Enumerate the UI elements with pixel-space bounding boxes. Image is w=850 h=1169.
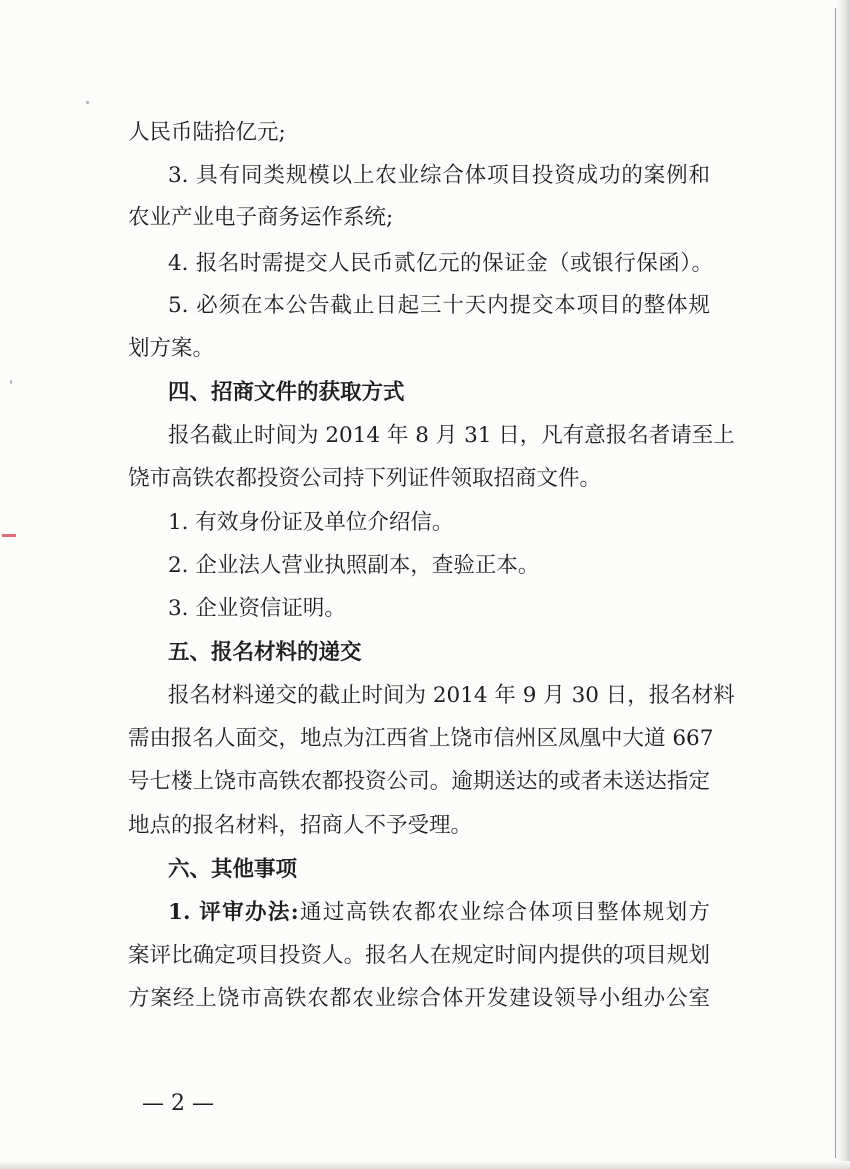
- paragraph-line: 案评比确定项目投资人。报名人在规定时间内提供的项目规划: [128, 943, 710, 968]
- page-number: — 2 —: [142, 1091, 214, 1116]
- text-line: 地点的报名材料，招商人不予受理。: [128, 813, 473, 838]
- section-heading-5: 五、报名材料的递交: [168, 640, 362, 665]
- section-heading-6: 六、其他事项: [168, 857, 298, 882]
- review-method-text: 通过高铁农都农业综合体项目整体规划方: [298, 900, 710, 925]
- paragraph-line: 报名截止时间为 2014 年 8 月 31 日，凡有意报名者请至上: [168, 423, 735, 448]
- paragraph-line: 报名材料递交的截止时间为 2014 年 9 月 30 日，报名材料: [168, 683, 735, 708]
- scan-speck: [86, 101, 89, 104]
- text-line: 人民币陆拾亿元;: [128, 120, 286, 145]
- list-item-4: 4. 报名时需提交人民币贰亿元的保证金（或银行保函）。: [168, 251, 713, 276]
- red-scan-mark: [2, 534, 16, 537]
- paragraph-line: 号七楼上饶市高铁农都投资公司。逾期送达的或者未送达指定: [128, 769, 710, 794]
- list-item-2: 2. 企业法人营业执照副本，查验正本。: [168, 553, 540, 578]
- scan-speck: [10, 380, 12, 384]
- list-item-5: 5. 必须在本公告截止日起三十天内提交本项目的整体规: [168, 293, 710, 318]
- scan-edge-right: [836, 0, 850, 1169]
- text-line: 饶市高铁农都投资公司持下列证件领取招商文件。: [128, 466, 602, 491]
- list-item-3: 3. 具有同类规模以上农业综合体项目投资成功的案例和: [168, 163, 710, 188]
- paragraph-line: 方案经上饶市高铁农都农业综合体开发建设领导小组办公室: [128, 986, 710, 1011]
- text-line: 农业产业电子商务运作系统;: [128, 205, 394, 230]
- scan-edge-bottom: [0, 1161, 850, 1169]
- paragraph-line: 需由报名人面交，地点为江西省上饶市信州区凤凰中大道 667: [128, 726, 714, 751]
- paragraph-line-with-label: [168, 898, 710, 928]
- list-item-1: 1. 有效身份证及单位介绍信。: [168, 510, 454, 535]
- section-heading-4: 四、招商文件的获取方式: [168, 380, 405, 405]
- list-item-3b: 3. 企业资信证明。: [168, 596, 346, 621]
- review-method-label: 1. 评审办法:: [168, 900, 299, 925]
- text-line: 划方案。: [128, 336, 215, 361]
